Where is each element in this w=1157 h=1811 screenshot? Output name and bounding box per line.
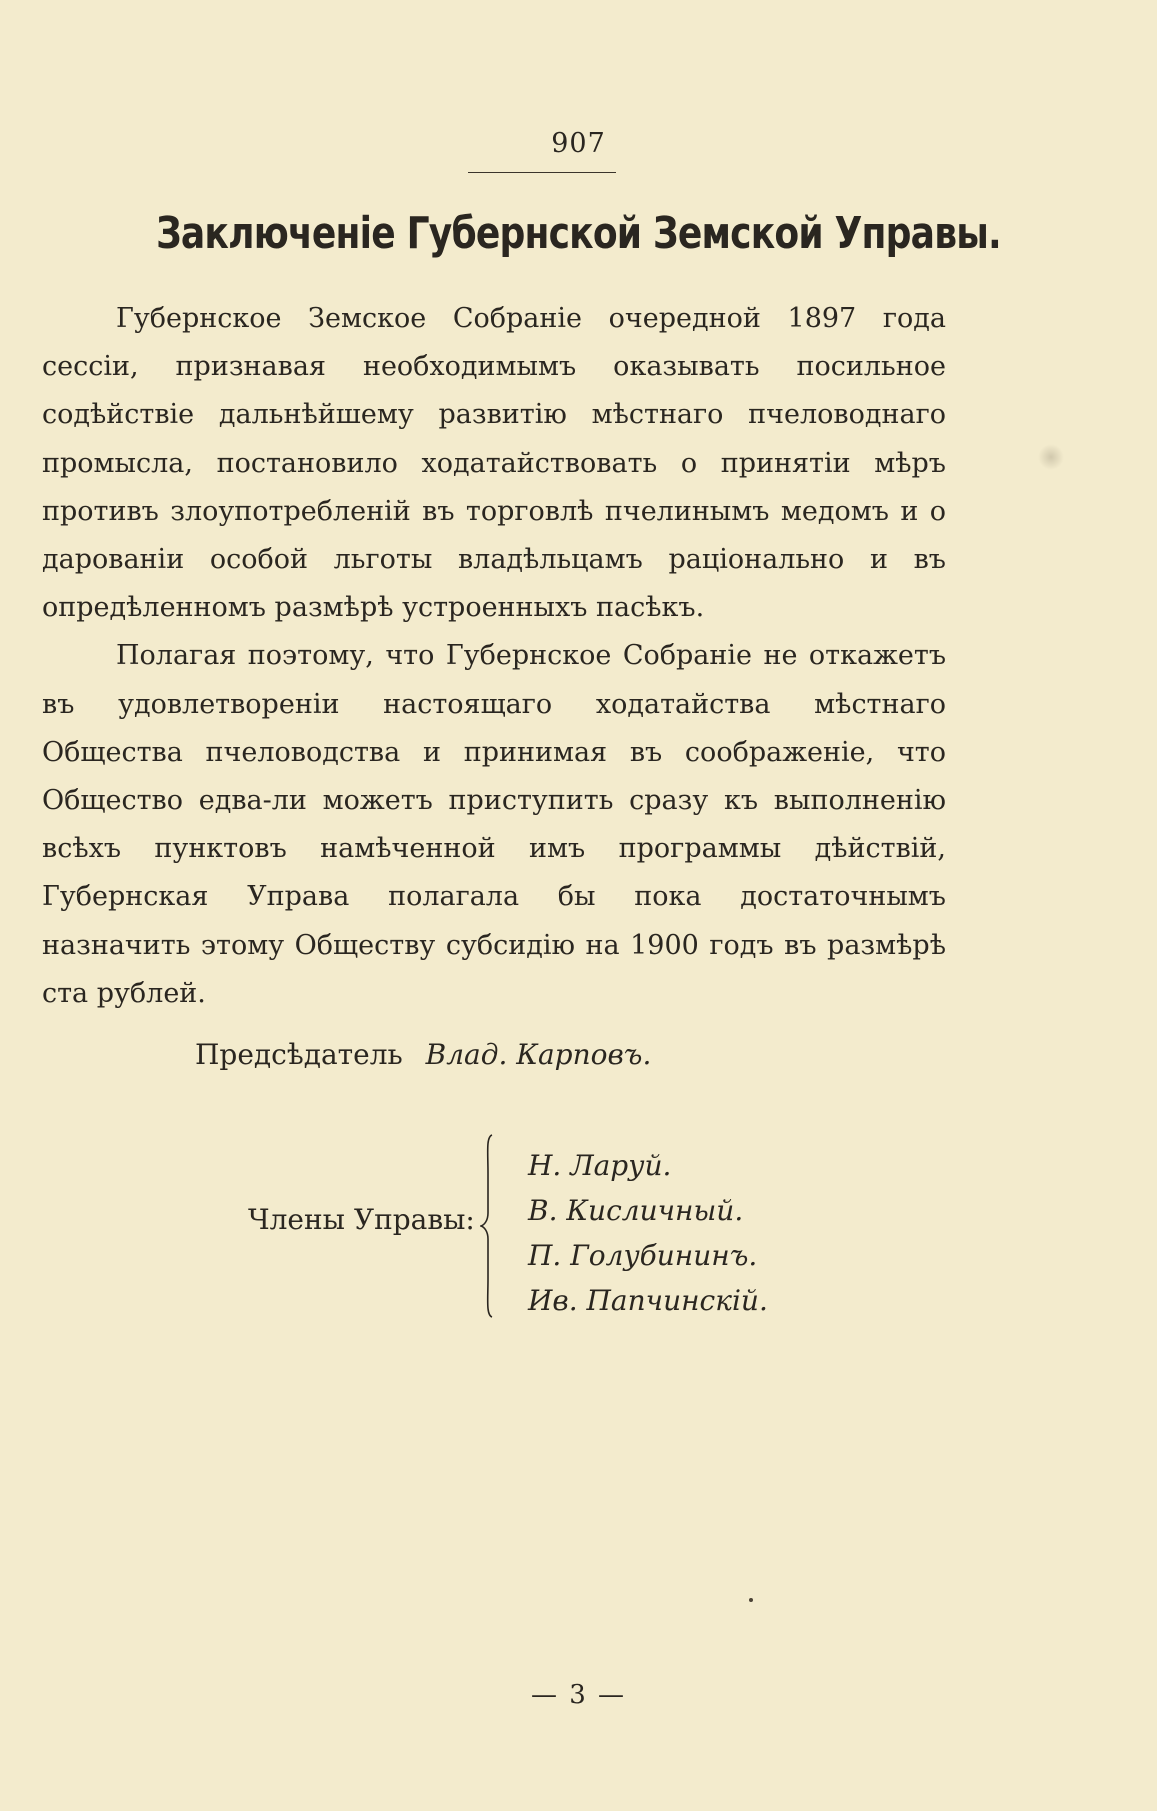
page-number: 907 — [551, 128, 606, 159]
body-text — [42, 295, 946, 1018]
paragraph: Полагая поэтому, что Губернское Собраніе не откажетъ въ удовлетвореніи настоящаго ходатайства мѣстнаго Общества пчеловодства и принимая въ соображеніе, что Общество едва-ли можетъ приступить сразу къ выполненію всѣхъ пунктовъ намѣченной имъ программы дѣйствій, Губернская Управа полагала бы пока достаточнымъ назначить этому Обществу субсидію на 1900 годъ въ размѣрѣ ста рублей. — [42, 640, 946, 1009]
member-name: Н. Ларуй. — [528, 1149, 672, 1182]
member-name: П. Голубининъ. — [528, 1239, 758, 1272]
page-number-rule — [468, 172, 616, 173]
chairman-label: Предсѣдатель — [195, 1038, 403, 1071]
board-members — [248, 1133, 808, 1319]
footer-page-number: — 3 — — [530, 1680, 627, 1710]
paragraph: Губернское Земское Собраніе очередной 1897 года сессіи, признавая необходимымъ оказывать посильное содѣйствіе дальнѣйшему развитію мѣстнаго пчеловоднаго промысла, постановило ходатайствовать о принятіи мѣръ противъ злоупотребленій въ торговлѣ пчелинымъ медомъ и о дарованіи особой льготы владѣльцамъ раціонально и въ опредѣленномъ размѣрѣ устроенныхъ пасѣкъ. — [42, 303, 946, 624]
chairman-signature — [195, 1038, 651, 1071]
ink-speck — [749, 1598, 753, 1602]
document-title: Заключеніе Губернской Земской Управы. — [156, 208, 1001, 259]
member-name: Ив. Папчинскій. — [528, 1284, 768, 1317]
curly-brace-icon — [480, 1133, 494, 1319]
chairman-name: Влад. Карповъ. — [425, 1038, 652, 1071]
members-label: Члены Управы: — [248, 1203, 475, 1236]
members-list — [528, 1143, 768, 1323]
member-name: В. Кисличный. — [528, 1194, 744, 1227]
paper-smudge — [1038, 444, 1064, 470]
